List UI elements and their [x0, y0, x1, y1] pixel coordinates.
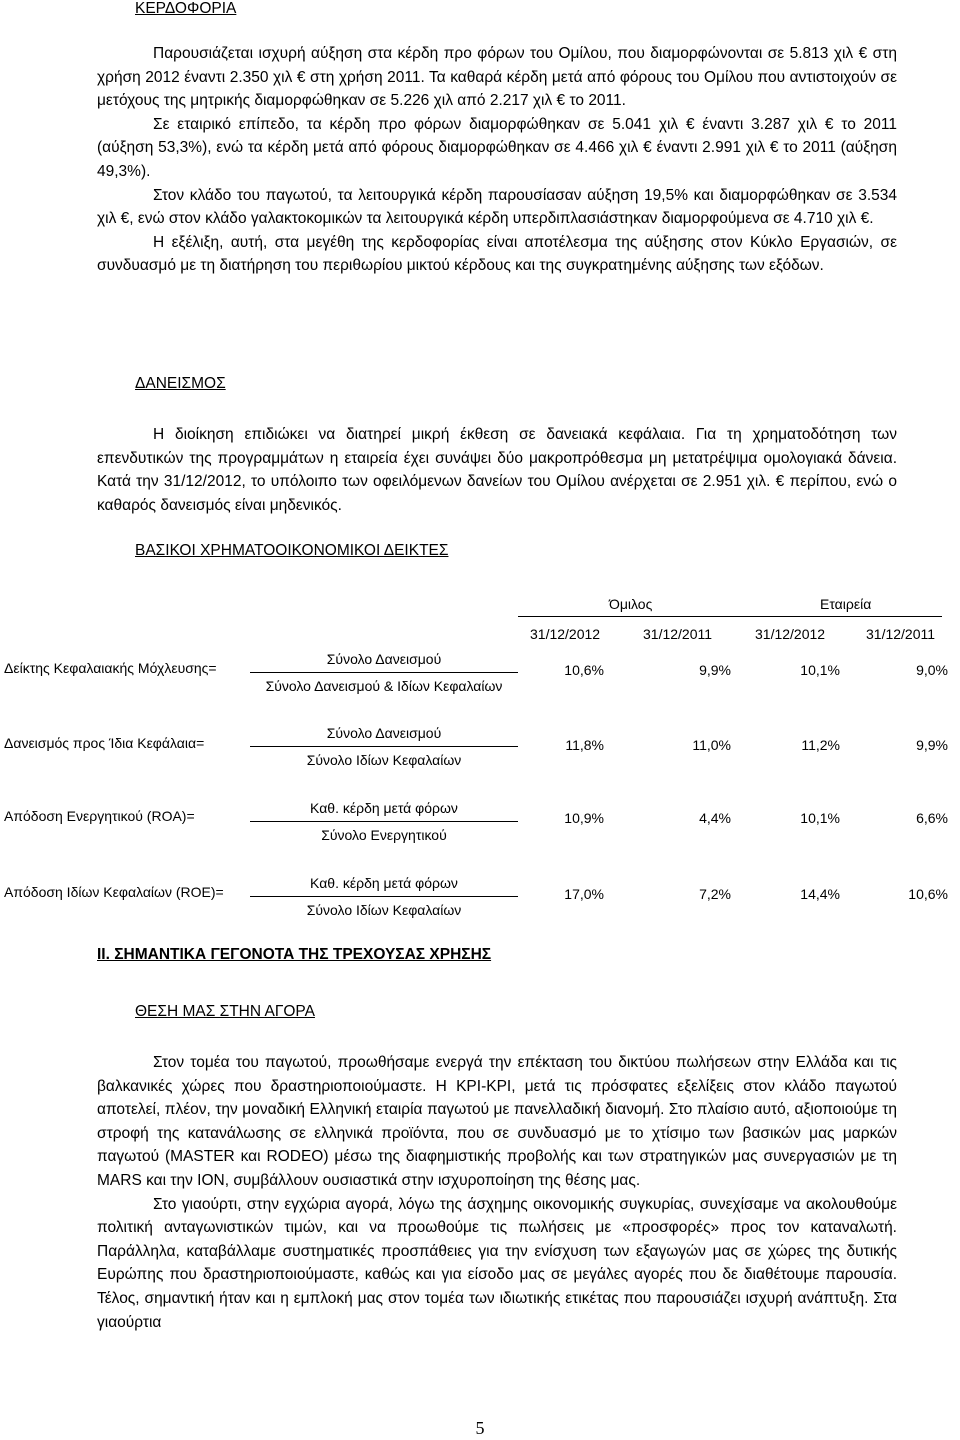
ratio-value: 11,2%	[801, 737, 840, 753]
formula-numerator: Σύνολο Δανεισμού	[326, 651, 442, 667]
ratio-value: 14,4%	[800, 886, 840, 902]
company-header: Εταιρεία	[820, 596, 872, 612]
ratio-label-roa: Απόδοση Ενεργητικού (ROA)=	[4, 808, 195, 824]
formula-numerator: Καθ. κέρδη μετά φόρων	[310, 875, 458, 891]
ratio-value: 6,6%	[916, 810, 948, 826]
date-company-2012: 31/12/2012	[755, 626, 826, 642]
date-group-2011: 31/12/2011	[643, 626, 713, 642]
section-title-borrowing: ΔΑΝΕΙΣΜΟΣ	[135, 375, 226, 392]
header-rule	[518, 616, 942, 617]
market-text	[97, 1051, 897, 1334]
ratio-value: 9,9%	[699, 662, 731, 678]
profit-paragraph-3: Στον κλάδο του παγωτού, τα λειτουργικά κέρδη παρουσίασαν αύξηση 19,5% και διαμορφώθηκαν σε 3.534 χιλ €, ενώ στον κλάδο γαλακτοκομικών τα λειτουργικά κέρδη υπερδιπλασιάστηκαν διαμορφούμενα σε 4.710 χιλ €.	[97, 186, 897, 228]
ratio-value: 11,8%	[565, 737, 604, 753]
page-number: 5	[475, 1418, 485, 1438]
ratio-value: 10,1%	[800, 662, 840, 678]
fraction-bar	[250, 672, 518, 673]
ratio-value: 7,2%	[699, 886, 731, 902]
ratio-value: 10,9%	[564, 810, 604, 826]
section-title-profit: ΚΕΡΔΟΦΟΡΙΑ	[135, 0, 237, 17]
ratio-formula-leverage	[250, 648, 518, 697]
profit-text	[97, 42, 897, 278]
ratio-value: 4,4%	[699, 810, 731, 826]
formula-denominator: Σύνολο Δανεισμού & Ιδίων Κεφαλαίων	[265, 678, 503, 694]
profit-paragraph-4: Η εξέλιξη, αυτή, στα μεγέθη της κερδοφορίας είναι αποτέλεσμα της αύξησης στον Κύκλο Εργασιών, σε συνδυασμό με τη διατήρηση του περιθωρίου μικτού κέρδους και της συγκρατημένης αύξησης των εξόδων.	[97, 233, 897, 275]
group-header: Όμιλος	[609, 596, 653, 612]
ratio-label-debt-to-equity: Δανεισμός προς Ίδια Κεφάλαια=	[4, 735, 205, 751]
ratio-value: 17,0%	[564, 886, 604, 902]
ratio-value: 10,6%	[908, 886, 948, 902]
fraction-bar	[250, 746, 518, 747]
ratio-value: 11,0%	[692, 737, 731, 753]
date-group-2012: 31/12/2012	[530, 626, 601, 642]
profit-paragraph-2: Σε εταιρικό επίπεδο, τα κέρδη προ φόρων διαμορφώθηκαν σε 5.041 χιλ € έναντι 3.287 χιλ € το 2011 (αύξηση 53,3%), ενώ τα κέρδη μετά από φόρους διαμορφώθηκαν σε 4.466 χιλ € έναντι 2.991 χιλ € το 2011 (αύξηση 49,3%).	[97, 115, 897, 180]
ratio-formula-debt-to-equity	[250, 722, 518, 771]
fraction-bar	[250, 896, 518, 897]
formula-denominator: Σύνολο Ιδίων Κεφαλαίων	[306, 902, 462, 918]
section-title-market: ΘΕΣΗ ΜΑΣ ΣΤΗΝ ΑΓΟΡΑ	[135, 1003, 315, 1020]
borrowing-text	[97, 423, 897, 517]
market-paragraph-1: Στον τομέα του παγωτού, προωθήσαμε ενεργά την επέκταση του δικτύου πωλήσεων στην Ελλάδα και τις βαλκανικές χώρες που δραστηριοποιούμαστε. Η KPI-KPI, μετά τις πρόσφατες εξελίξεις στον κλάδο παγωτού αποτελεί, πλέον, την μοναδική Ελληνική εταιρία παγωτού με πανελλαδική διανομή. Στο πλαίσιο αυτό, αξιοποιούμε τη στροφή της κατανάλωσης σε ελληνικά προϊόντα, που σε συνδυασμό με το χτίσιμο των βασικών μας μαρκών παγωτού (MASTER και RODEO) μέσω της διαφημιστικής προβολής και των στρατηγικών μας συνεργασιών με τη MARS και την ION, συμβάλλουν ουσιαστικά στην ισχυροποίηση της θέσης μας.	[97, 1054, 897, 1189]
formula-numerator: Καθ. κέρδη μετά φόρων	[310, 800, 458, 816]
ratio-label-leverage: Δείκτης Κεφαλαιακής Μόχλευσης=	[4, 660, 217, 676]
ratio-value: 10,6%	[564, 662, 604, 678]
fraction-bar	[250, 821, 518, 822]
financial-ratios-table	[0, 590, 960, 930]
date-company-2011: 31/12/2011	[866, 626, 936, 642]
market-paragraph-2: Στο γιαούρτι, στην εγχώρια αγορά, λόγω της άσχημης οικονομικής συγκυρίας, συνεχίσαμε να ακολουθούμε πολιτική ανταγωνιστικών τιμών, και να προωθούμε τις πωλήσεις με «προσφορές» προς τον καταναλωτή. Παράλληλα, καταβάλλαμε συστηματικές προσπάθειες για την ενίσχυση των εξαγωγών μας σε χώρες της δυτικής Ευρώπης που δραστηριοποιούμαστε, καθώς και για είσοδο μας σε μεγάλες αγορές που δε διαθέτουμε παρουσία. Τέλος, σημαντική ήταν και η εμπλοκή μας στον τομέα των ιδιωτικής ετικέτας που παρουσιάζει ισχυρή ανάπτυξη. Στα γιαούρτια	[97, 1195, 897, 1331]
ratio-label-roe: Απόδοση Ιδίων Κεφαλαίων (ROE)=	[4, 884, 224, 900]
section-title-ratios: ΒΑΣΙΚΟΙ ΧΡΗΜΑΤΟΟΙΚΟΝΟΜΙΚΟΙ ΔΕΙΚΤΕΣ	[135, 542, 449, 559]
profit-paragraph-1: Παρουσιάζεται ισχυρή αύξηση στα κέρδη προ φόρων του Ομίλου, που διαμορφώνονται σε 5.813 χιλ € στη χρήση 2012 έναντι 2.350 χιλ € στη χρήση 2011. Τα καθαρά κέρδη μετά από φόρους του Ομίλου που αντιστοιχούν σε μετόχους της μητρικής διαμορφώθηκαν σε 5.226 χιλ από 2.217 χιλ € το 2011.	[97, 45, 897, 110]
formula-denominator: Σύνολο Ιδίων Κεφαλαίων	[306, 752, 462, 768]
ratio-value: 10,1%	[800, 810, 840, 826]
formula-numerator: Σύνολο Δανεισμού	[326, 725, 442, 741]
ratio-value: 9,0%	[916, 662, 948, 678]
section-title-events: ΙΙ. ΣΗΜΑΝΤΙΚΑ ΓΕΓΟΝΟΤΑ ΤΗΣ ΤΡΕΧΟΥΣΑΣ ΧΡΗΣΗΣ	[97, 946, 492, 963]
ratio-formula-roe	[250, 872, 518, 921]
ratio-formula-roa	[250, 797, 518, 846]
ratio-value: 9,9%	[916, 737, 948, 753]
borrowing-paragraph-1: Η διοίκηση επιδιώκει να διατηρεί μικρή έκθεση σε δανειακά κεφάλαια. Για τη χρηματοδότηση των επενδυτικών της προγραμμάτων η εταιρεία έχει συνάψει δύο μακροπρόθεσμα μη μετατρέψιμα ομολογιακά δάνεια. Κατά την 31/12/2012, το υπόλοιπο των οφειλόμενων δανείων του Ομίλου ανέρχεται σε 2.951 χιλ. € περίπου, ενώ ο καθαρός δανεισμός είναι μηδενικός.	[97, 426, 897, 514]
formula-denominator: Σύνολο Ενεργητικού	[321, 827, 447, 843]
